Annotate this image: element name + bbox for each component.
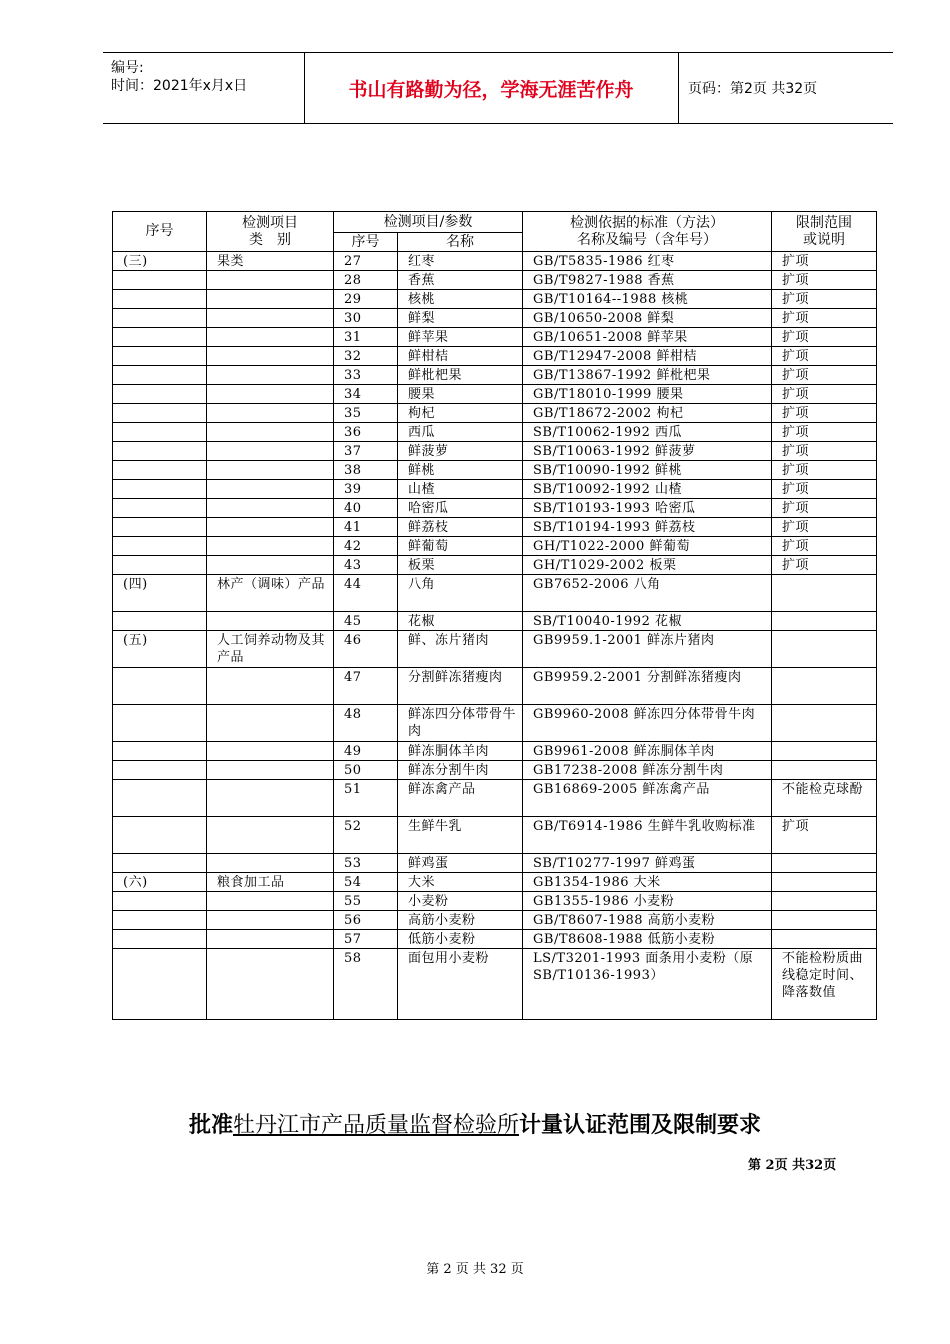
row-category	[207, 537, 334, 556]
row-limit: 扩项	[772, 271, 877, 290]
row-param-name: 鲜冻禽产品	[398, 780, 523, 817]
row-param-name: 板栗	[398, 556, 523, 575]
row-seq: (四)	[113, 575, 207, 612]
row-standard: GB/T6914-1986 生鲜牛乳收购标准	[523, 817, 772, 854]
row-category	[207, 817, 334, 854]
row-limit: 不能检粉质曲线稳定时间、降落数值	[772, 949, 877, 1020]
table-row	[113, 271, 877, 290]
row-seq	[113, 442, 207, 461]
row-param-no: 35	[334, 404, 398, 423]
header-param: 检测项目/参数	[334, 212, 523, 233]
row-param-no: 38	[334, 461, 398, 480]
row-standard: GB7652-2006 八角	[523, 575, 772, 612]
row-param-name: 鲜菠萝	[398, 442, 523, 461]
row-param-name: 分割鲜冻猪瘦肉	[398, 668, 523, 705]
table-row	[113, 873, 877, 892]
row-standard: GB/T13867-1992 鲜枇杷果	[523, 366, 772, 385]
row-param-name: 高筋小麦粉	[398, 911, 523, 930]
row-standard: GB/T5835-1986 红枣	[523, 252, 772, 271]
row-standard: SB/T10062-1992 西瓜	[523, 423, 772, 442]
row-standard: GB/T8607-1988 高筋小麦粉	[523, 911, 772, 930]
header-param-seq: 序号	[334, 233, 398, 252]
row-category	[207, 911, 334, 930]
row-param-no: 45	[334, 612, 398, 631]
table-row	[113, 347, 877, 366]
scope-table	[112, 211, 877, 1020]
row-param-no: 36	[334, 423, 398, 442]
row-param-no: 55	[334, 892, 398, 911]
row-limit: 扩项	[772, 385, 877, 404]
header-limit	[772, 212, 877, 252]
row-seq	[113, 366, 207, 385]
page-footer: 第 2 页 共 32 页	[426, 1262, 524, 1277]
row-limit	[772, 631, 877, 668]
row-seq	[113, 930, 207, 949]
row-limit: 扩项	[772, 290, 877, 309]
row-param-name: 八角	[398, 575, 523, 612]
row-param-name: 红枣	[398, 252, 523, 271]
row-standard: GB/T9827-1988 香蕉	[523, 271, 772, 290]
table-row	[113, 423, 877, 442]
row-param-name: 鲜、冻片猪肉	[398, 631, 523, 668]
row-standard: GB1354-1986 大米	[523, 873, 772, 892]
page-note: 第 2页 共32页	[748, 1158, 837, 1173]
row-category	[207, 347, 334, 366]
row-param-name: 鲜梨	[398, 309, 523, 328]
row-category: 人工饲养动物及其产品	[207, 631, 334, 668]
row-limit: 扩项	[772, 480, 877, 499]
row-seq	[113, 854, 207, 873]
row-seq	[113, 518, 207, 537]
row-category	[207, 366, 334, 385]
row-standard: GB9959.1-2001 鲜冻片猪肉	[523, 631, 772, 668]
row-category	[207, 309, 334, 328]
row-category	[207, 271, 334, 290]
row-param-no: 43	[334, 556, 398, 575]
row-limit	[772, 911, 877, 930]
header-limit-line1: 限制范围	[796, 214, 852, 231]
row-standard: SB/T10090-1992 鲜桃	[523, 461, 772, 480]
row-limit: 扩项	[772, 537, 877, 556]
row-limit: 扩项	[772, 309, 877, 328]
row-category	[207, 742, 334, 761]
row-param-no: 29	[334, 290, 398, 309]
table-row	[113, 252, 877, 271]
row-param-no: 56	[334, 911, 398, 930]
header-category-line1: 检测项目	[242, 214, 298, 231]
row-standard: SB/T10063-1992 鲜菠萝	[523, 442, 772, 461]
row-seq	[113, 668, 207, 705]
row-param-name: 花椒	[398, 612, 523, 631]
row-limit	[772, 705, 877, 742]
row-param-no: 32	[334, 347, 398, 366]
row-category	[207, 442, 334, 461]
row-category	[207, 328, 334, 347]
row-seq	[113, 480, 207, 499]
header-category	[207, 212, 334, 252]
row-standard: LS/T3201-1993 面条用小麦粉（原SB/T10136-1993）	[523, 949, 772, 1020]
table-row	[113, 328, 877, 347]
table-row	[113, 499, 877, 518]
row-param-no: 46	[334, 631, 398, 668]
row-seq: (六)	[113, 873, 207, 892]
row-param-no: 40	[334, 499, 398, 518]
row-standard: GB1355-1986 小麦粉	[523, 892, 772, 911]
row-seq	[113, 780, 207, 817]
row-seq	[113, 290, 207, 309]
table-row	[113, 780, 877, 817]
row-param-no: 53	[334, 854, 398, 873]
row-limit: 扩项	[772, 366, 877, 385]
row-category	[207, 612, 334, 631]
row-seq	[113, 949, 207, 1020]
row-standard: GB9961-2008 鲜冻胴体羊肉	[523, 742, 772, 761]
row-limit: 扩项	[772, 817, 877, 854]
row-param-no: 58	[334, 949, 398, 1020]
row-seq	[113, 461, 207, 480]
row-standard: GB17238-2008 鲜冻分割牛肉	[523, 761, 772, 780]
row-param-name: 小麦粉	[398, 892, 523, 911]
row-standard: GB/T8608-1988 低筋小麦粉	[523, 930, 772, 949]
row-seq	[113, 385, 207, 404]
row-limit: 扩项	[772, 556, 877, 575]
row-param-name: 鲜苹果	[398, 328, 523, 347]
table-row	[113, 404, 877, 423]
number-label: 编号:	[111, 60, 144, 76]
row-seq	[113, 911, 207, 930]
row-standard: GB/T18672-2002 枸杞	[523, 404, 772, 423]
row-limit	[772, 930, 877, 949]
row-param-no: 44	[334, 575, 398, 612]
table-row	[113, 892, 877, 911]
row-standard: GB/T10164--1988 核桃	[523, 290, 772, 309]
row-limit: 扩项	[772, 518, 877, 537]
row-param-name: 鲜冻胴体羊肉	[398, 742, 523, 761]
row-param-name: 鲜柑桔	[398, 347, 523, 366]
row-param-no: 31	[334, 328, 398, 347]
row-category	[207, 930, 334, 949]
row-param-name: 哈密瓜	[398, 499, 523, 518]
row-category: 林产（调味）产品	[207, 575, 334, 612]
row-seq	[113, 328, 207, 347]
row-seq	[113, 742, 207, 761]
row-category	[207, 461, 334, 480]
table-row	[113, 612, 877, 631]
row-limit: 扩项	[772, 423, 877, 442]
row-seq	[113, 404, 207, 423]
row-category	[207, 780, 334, 817]
row-param-no: 50	[334, 761, 398, 780]
header-limit-line2: 或说明	[803, 231, 845, 248]
table-row	[113, 631, 877, 668]
row-standard: GB/T18010-1999 腰果	[523, 385, 772, 404]
row-limit	[772, 668, 877, 705]
table-row	[113, 575, 877, 612]
row-seq	[113, 309, 207, 328]
row-limit: 扩项	[772, 442, 877, 461]
row-param-no: 39	[334, 480, 398, 499]
row-limit: 不能检克球酚	[772, 780, 877, 817]
row-param-name: 山楂	[398, 480, 523, 499]
row-category	[207, 290, 334, 309]
row-param-name: 核桃	[398, 290, 523, 309]
row-limit	[772, 575, 877, 612]
row-limit: 扩项	[772, 499, 877, 518]
row-category	[207, 854, 334, 873]
row-category	[207, 761, 334, 780]
table-row	[113, 442, 877, 461]
header-page-info: 页码：第2页 共32页	[688, 81, 818, 97]
row-param-name: 香蕉	[398, 271, 523, 290]
header-standard-line2: 名称及编号（含年号）	[577, 231, 717, 248]
row-category	[207, 480, 334, 499]
row-param-no: 48	[334, 705, 398, 742]
row-param-name: 生鲜牛乳	[398, 817, 523, 854]
table-row	[113, 309, 877, 328]
row-standard: SB/T10194-1993 鲜荔枝	[523, 518, 772, 537]
row-seq	[113, 556, 207, 575]
row-param-name: 面包用小麦粉	[398, 949, 523, 1020]
row-param-no: 28	[334, 271, 398, 290]
row-seq	[113, 423, 207, 442]
table-row	[113, 480, 877, 499]
table-row	[113, 854, 877, 873]
table-row	[113, 949, 877, 1020]
row-seq	[113, 271, 207, 290]
row-category	[207, 556, 334, 575]
row-category	[207, 499, 334, 518]
row-seq: (五)	[113, 631, 207, 668]
row-param-no: 57	[334, 930, 398, 949]
row-category	[207, 668, 334, 705]
row-seq: (三)	[113, 252, 207, 271]
row-param-name: 腰果	[398, 385, 523, 404]
row-standard: GH/T1022-2000 鲜葡萄	[523, 537, 772, 556]
row-param-name: 枸杞	[398, 404, 523, 423]
row-standard: GH/T1029-2002 板栗	[523, 556, 772, 575]
row-standard: SB/T10092-1992 山楂	[523, 480, 772, 499]
row-param-no: 33	[334, 366, 398, 385]
row-param-name: 鲜荔枝	[398, 518, 523, 537]
row-limit: 扩项	[772, 404, 877, 423]
table-row	[113, 705, 877, 742]
row-limit	[772, 612, 877, 631]
row-category	[207, 385, 334, 404]
row-limit	[772, 854, 877, 873]
row-standard: SB/T10193-1993 哈密瓜	[523, 499, 772, 518]
row-param-no: 52	[334, 817, 398, 854]
row-category	[207, 423, 334, 442]
title-org: 牡丹江市产品质量监督检验所	[232, 1113, 519, 1138]
row-standard: GB16869-2005 鲜冻禽产品	[523, 780, 772, 817]
header-seq: 序号	[113, 212, 207, 252]
row-limit	[772, 761, 877, 780]
row-standard: SB/T10277-1997 鲜鸡蛋	[523, 854, 772, 873]
table-row	[113, 518, 877, 537]
row-param-name: 鲜葡萄	[398, 537, 523, 556]
row-limit: 扩项	[772, 252, 877, 271]
row-seq	[113, 499, 207, 518]
page-header	[103, 52, 893, 124]
row-param-name: 低筋小麦粉	[398, 930, 523, 949]
table-row	[113, 537, 877, 556]
row-param-name: 大米	[398, 873, 523, 892]
row-param-name: 鲜冻四分体带骨牛肉	[398, 705, 523, 742]
row-seq	[113, 612, 207, 631]
header-motto: 书山有路勤为径，学海无涯苦作舟	[348, 78, 634, 101]
table-row	[113, 461, 877, 480]
row-standard: SB/T10040-1992 花椒	[523, 612, 772, 631]
row-limit	[772, 892, 877, 911]
row-category	[207, 518, 334, 537]
row-seq	[113, 705, 207, 742]
time-label: 时间：2021年x月x日	[111, 78, 248, 94]
row-param-no: 47	[334, 668, 398, 705]
title-prefix: 批准	[188, 1112, 233, 1138]
header-category-line2: 类 别	[249, 231, 291, 248]
row-param-no: 49	[334, 742, 398, 761]
row-param-no: 41	[334, 518, 398, 537]
row-param-name: 鲜枇杷果	[398, 366, 523, 385]
table-row	[113, 930, 877, 949]
row-limit: 扩项	[772, 347, 877, 366]
row-category	[207, 892, 334, 911]
document-title	[0, 1108, 950, 1139]
table-row	[113, 366, 877, 385]
row-standard: GB/10651-2008 鲜苹果	[523, 328, 772, 347]
row-category	[207, 949, 334, 1020]
row-limit	[772, 873, 877, 892]
row-param-no: 34	[334, 385, 398, 404]
row-standard: GB/10650-2008 鲜梨	[523, 309, 772, 328]
row-category: 粮食加工品	[207, 873, 334, 892]
row-param-no: 37	[334, 442, 398, 461]
row-seq	[113, 537, 207, 556]
row-category	[207, 404, 334, 423]
row-seq	[113, 817, 207, 854]
title-suffix: 计量认证范围及限制要求	[519, 1112, 762, 1138]
table-row	[113, 290, 877, 309]
row-category: 果类	[207, 252, 334, 271]
header-param-name: 名称	[398, 233, 523, 252]
row-seq	[113, 347, 207, 366]
row-param-no: 30	[334, 309, 398, 328]
table-row	[113, 817, 877, 854]
table-row	[113, 385, 877, 404]
row-limit: 扩项	[772, 328, 877, 347]
row-standard: GB/T12947-2008 鲜柑桔	[523, 347, 772, 366]
row-seq	[113, 892, 207, 911]
row-param-no: 54	[334, 873, 398, 892]
header-standard-line1: 检测依据的标准（方法）	[570, 214, 724, 231]
row-standard: GB9959.2-2001 分割鲜冻猪瘦肉	[523, 668, 772, 705]
row-param-name: 鲜冻分割牛肉	[398, 761, 523, 780]
table-row	[113, 742, 877, 761]
table-row	[113, 761, 877, 780]
row-limit	[772, 742, 877, 761]
row-seq	[113, 761, 207, 780]
row-param-no: 42	[334, 537, 398, 556]
table-row	[113, 911, 877, 930]
row-param-name: 西瓜	[398, 423, 523, 442]
header-divider	[678, 53, 679, 123]
row-param-name: 鲜鸡蛋	[398, 854, 523, 873]
header-standard	[523, 212, 772, 252]
row-limit: 扩项	[772, 461, 877, 480]
table-row	[113, 668, 877, 705]
row-param-no: 51	[334, 780, 398, 817]
row-param-name: 鲜桃	[398, 461, 523, 480]
row-param-no: 27	[334, 252, 398, 271]
row-category	[207, 705, 334, 742]
row-standard: GB9960-2008 鲜冻四分体带骨牛肉	[523, 705, 772, 742]
table-row	[113, 556, 877, 575]
